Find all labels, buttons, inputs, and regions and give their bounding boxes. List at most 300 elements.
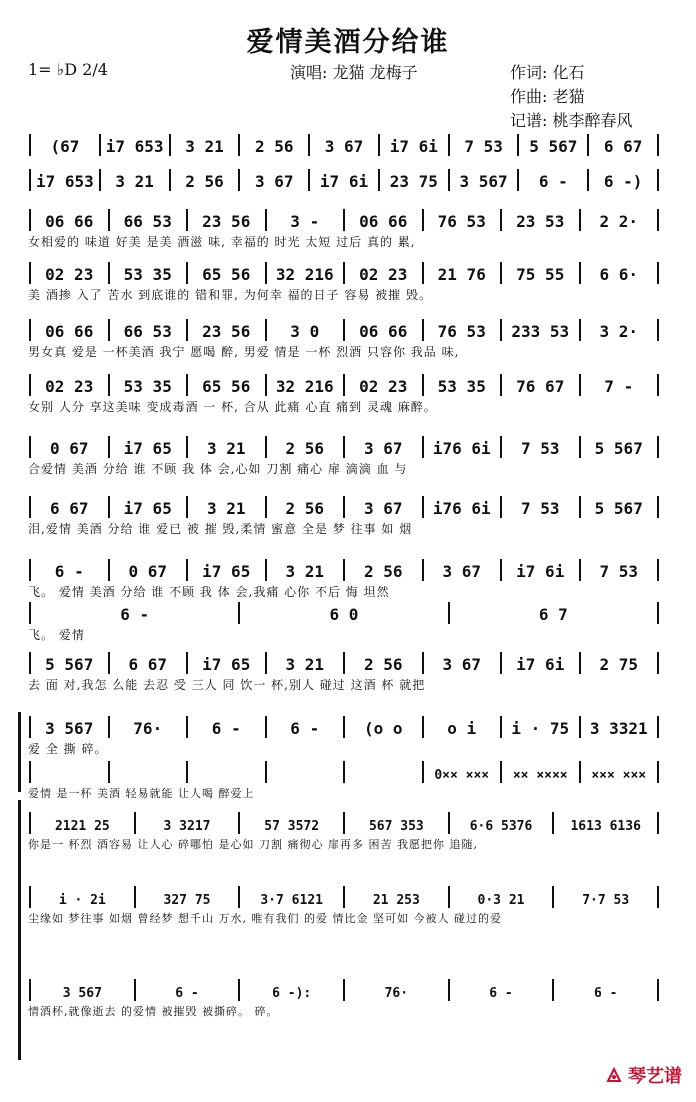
barline [308, 169, 310, 191]
measure: 2 56 [254, 137, 294, 156]
measure: 3 21 [285, 655, 325, 674]
measure: 7 53 [520, 439, 560, 458]
measure: 53 35 [123, 377, 172, 396]
barline [108, 209, 110, 231]
barline [579, 559, 581, 581]
notes-row [28, 757, 660, 783]
measure: 02 23 [45, 377, 94, 396]
barline [186, 209, 188, 231]
barline [587, 134, 589, 156]
notes-row [28, 598, 660, 624]
measure: 6 - [538, 172, 568, 191]
measure: 76 53 [437, 212, 486, 231]
measure: 6 - [54, 562, 84, 581]
barline [657, 761, 659, 783]
measure: i7 6i [516, 655, 565, 674]
measure: 3 67 [363, 439, 403, 458]
score-system [28, 258, 660, 312]
measure: 6 67 [49, 499, 89, 518]
measure: 76 53 [437, 322, 486, 341]
notes-row [28, 130, 660, 156]
lyrics-row: 泪,爱情 美酒 分给 谁 爱已 被 摧 毁,柔情 蜜意 全是 梦 往事 如 烟 [28, 522, 413, 536]
measure: 23 56 [202, 322, 251, 341]
barline [29, 559, 31, 581]
lyrics-row: 女别 人分 享这美味 变成毒酒 一 杯, 合从 此痛 心直 痛到 灵魂 麻醉。 [28, 400, 437, 414]
notes-row [28, 975, 660, 1001]
measure: 6 6· [599, 265, 639, 284]
measure: 21 253 [372, 893, 420, 908]
measure: 23 53 [516, 212, 565, 231]
measure: 66 53 [123, 212, 172, 231]
barline [448, 886, 450, 908]
barline [265, 209, 267, 231]
barline [265, 652, 267, 674]
measure: i76 6i [432, 499, 491, 518]
barline [552, 886, 554, 908]
barline [265, 716, 267, 738]
measure: 3 67 [442, 655, 482, 674]
measure: 02 23 [359, 265, 408, 284]
barline [29, 262, 31, 284]
barline [186, 761, 188, 783]
score-system [28, 205, 660, 259]
barline [657, 262, 659, 284]
measure: 327 75 [163, 893, 211, 908]
barline [448, 812, 450, 834]
barline [448, 134, 450, 156]
barline [29, 761, 31, 783]
barline [108, 716, 110, 738]
barline [134, 812, 136, 834]
barline [108, 496, 110, 518]
measure: 3·7 6121 [260, 893, 323, 908]
measure: 53 35 [437, 377, 486, 396]
measure: 3 67 [442, 562, 482, 581]
music-note-icon [604, 1065, 624, 1085]
measure: 3 21 [206, 499, 246, 518]
measure: 0×× ××× [434, 768, 490, 783]
measure: 75 55 [516, 265, 565, 284]
barline [422, 262, 424, 284]
lyrics-row: 去 面 对,我怎 么能 去忍 受 三人 同 饮一 杯,别人 碰过 这酒 杯 就把 [28, 678, 426, 692]
measure: i7 65 [123, 439, 172, 458]
barline [343, 812, 345, 834]
composer: 作曲: 老猫 [510, 87, 585, 106]
barline [186, 262, 188, 284]
measure: 53 35 [123, 265, 172, 284]
measure: 567 353 [368, 819, 424, 834]
measure: 0 67 [128, 562, 168, 581]
measure: 2 56 [363, 655, 403, 674]
barline [657, 436, 659, 458]
measure: 3 21 [206, 439, 246, 458]
barline [343, 319, 345, 341]
transcriber: 记谱: 桃李醉春风 [510, 111, 633, 130]
barline [579, 262, 581, 284]
measure: 3 2· [599, 322, 639, 341]
measure: 65 56 [202, 265, 251, 284]
barline [29, 716, 31, 738]
lyrics-row: 合爱情 美酒 分给 谁 不顾 我 体 会,心如 刀割 痛心 扉 滴滴 血 与 [28, 462, 408, 476]
barline [587, 169, 589, 191]
barline [29, 319, 31, 341]
notes-row [28, 315, 660, 341]
score-system [28, 648, 660, 702]
measure: (67 [50, 137, 80, 156]
barline [238, 134, 240, 156]
barline [657, 496, 659, 518]
notes-row [28, 808, 660, 834]
lyrics-row: 女相爱的 味道 好美 是美 酒滋 味, 幸福的 时光 太短 过后 真的 累, [28, 235, 416, 249]
barline [99, 169, 101, 191]
barline [579, 209, 581, 231]
barline [343, 559, 345, 581]
barline [186, 652, 188, 674]
system-bracket [18, 712, 21, 792]
barline [422, 716, 424, 738]
barline [500, 374, 502, 396]
barline [657, 716, 659, 738]
barline [29, 134, 31, 156]
measure: 6 - [489, 986, 513, 1001]
measure: ×× ×××× [512, 768, 568, 783]
measure: 6 7 [538, 605, 568, 624]
measure: 3 567 [62, 986, 102, 1001]
measure: 0·3 21 [477, 893, 525, 908]
measure: 6 - [593, 986, 618, 1001]
measure: 23 75 [389, 172, 438, 191]
barline [657, 134, 659, 156]
measure: 02 23 [45, 265, 94, 284]
measure: 32 216 [275, 265, 334, 284]
measure: i7 653 [105, 137, 164, 156]
score-system [28, 370, 660, 424]
barline [343, 761, 345, 783]
barline [579, 374, 581, 396]
barline [500, 761, 502, 783]
measure: 2 56 [285, 499, 325, 518]
measure: 3 21 [285, 562, 325, 581]
barline [378, 169, 380, 191]
barline [265, 436, 267, 458]
barline [448, 602, 450, 624]
measure: 06 66 [45, 212, 94, 231]
measure: o i [447, 719, 477, 738]
singer: 演唱: 龙猫 龙梅子 [290, 63, 418, 82]
measure: 6 - [290, 719, 320, 738]
barline [448, 979, 450, 1001]
barline [265, 262, 267, 284]
measure: 6 -): [272, 986, 312, 1001]
measure: i7 653 [35, 172, 94, 191]
lyrics-row: 情酒杯,就像逝去 的爱情 被摧毁 被撕碎。 碎。 [28, 1005, 279, 1018]
notes-row [28, 258, 660, 284]
barline [552, 979, 554, 1001]
barline [238, 812, 240, 834]
barline [186, 319, 188, 341]
barline [29, 209, 31, 231]
measure: 2 56 [363, 562, 403, 581]
barline [29, 374, 31, 396]
lyrics-row: 你是一 杯烈 酒容易 让人心 碎哪怕 是心如 刀割 痛彻心 扉再多 困苦 我愿把你 追随, [28, 838, 478, 851]
barline [108, 262, 110, 284]
barline [579, 716, 581, 738]
barline [108, 319, 110, 341]
notes-row [28, 432, 660, 458]
barline [343, 496, 345, 518]
measure: 3 - [290, 212, 320, 231]
measure: 7·7 53 [582, 893, 630, 908]
score-system [28, 757, 660, 811]
barline [579, 436, 581, 458]
measure: 76 67 [516, 377, 565, 396]
barline [657, 559, 659, 581]
barline [657, 979, 659, 1001]
barline [29, 812, 31, 834]
barline [422, 319, 424, 341]
barline [657, 886, 659, 908]
system-bracket [18, 800, 21, 1060]
measure: i7 65 [202, 562, 251, 581]
barline [265, 496, 267, 518]
barline [238, 979, 240, 1001]
measure: 2 56 [285, 439, 325, 458]
measure: 3 21 [115, 172, 154, 191]
lyrics-row: 美 酒掺 入了 苦水 到底谁的 错和罪, 为何幸 福的日子 容易 被摧 毁。 [28, 288, 432, 302]
measure: 3 0 [290, 322, 320, 341]
score-system [28, 975, 660, 1029]
barline [134, 979, 136, 1001]
barline [422, 374, 424, 396]
lyrics-row: 飞。 爱情 [28, 628, 85, 642]
barline [108, 761, 110, 783]
barline [657, 602, 659, 624]
measure: 0 67 [49, 439, 89, 458]
measure: i76 6i [432, 439, 491, 458]
watermark-text: 琴艺谱 [628, 1066, 682, 1087]
measure: 6 0 [329, 605, 359, 624]
measure: 6 - [120, 605, 150, 624]
barline [657, 652, 659, 674]
barline [500, 262, 502, 284]
measure: i · 2i [58, 893, 106, 908]
barline [99, 134, 101, 156]
barline [169, 169, 171, 191]
measure: i7 6i [516, 562, 565, 581]
measure: 6 -) [603, 172, 643, 191]
measure: i7 65 [123, 499, 172, 518]
barline [29, 436, 31, 458]
measure: 02 23 [359, 377, 408, 396]
barline [422, 559, 424, 581]
barline [500, 209, 502, 231]
barline [378, 134, 380, 156]
barline [29, 652, 31, 674]
measure: i7 6i [319, 172, 369, 191]
barline [657, 169, 659, 191]
measure: 06 66 [45, 322, 94, 341]
measure: 7 53 [599, 562, 639, 581]
watermark [604, 1062, 682, 1088]
measure: 3 67 [363, 499, 403, 518]
barline [517, 134, 519, 156]
barline [657, 812, 659, 834]
barline [29, 602, 31, 624]
barline [108, 652, 110, 674]
barline [308, 134, 310, 156]
score-system [28, 492, 660, 546]
barline [186, 374, 188, 396]
measure: 3 567 [459, 172, 508, 191]
measure: 23 56 [202, 212, 251, 231]
barline [265, 319, 267, 341]
measure: 6 - [175, 986, 199, 1001]
measure: 6 67 [603, 137, 643, 156]
measure: 6 67 [128, 655, 168, 674]
barline [500, 436, 502, 458]
measure: 3 567 [45, 719, 94, 738]
measure: 7 - [604, 377, 634, 396]
barline [422, 209, 424, 231]
barline [343, 652, 345, 674]
score-system [28, 315, 660, 369]
barline [343, 262, 345, 284]
measure: 5 567 [594, 499, 643, 518]
barline [29, 979, 31, 1001]
barline [422, 652, 424, 674]
lyrics-row: 男女真 爱是 一杯美酒 我宁 愿喝 醉, 男爱 情是 一杯 烈酒 只容你 我品 味, [28, 345, 460, 359]
barline [265, 559, 267, 581]
notes-row [28, 648, 660, 674]
barline [265, 761, 267, 783]
notes-row [28, 712, 660, 738]
barline [29, 886, 31, 908]
measure: (o o [363, 719, 403, 738]
barline [657, 209, 659, 231]
barline [343, 886, 345, 908]
barline [448, 169, 450, 191]
barline [343, 979, 345, 1001]
measure: 5 567 [594, 439, 643, 458]
measure: 3 67 [254, 172, 294, 191]
measure: 6·6 5376 [469, 819, 533, 834]
lyrics-row: 飞。 爱情 美酒 分给 谁 不顾 我 体 会,我痛 心你 不后 悔 坦然 [28, 585, 390, 599]
barline [343, 209, 345, 231]
barline [552, 812, 554, 834]
measure: i7 6i [389, 137, 438, 156]
barline [422, 496, 424, 518]
measure: 2 2· [599, 212, 639, 231]
measure: 21 76 [437, 265, 486, 284]
notes-row [28, 370, 660, 396]
barline [657, 319, 659, 341]
barline [169, 134, 171, 156]
lyrics-row: 爱情 是一杯 美酒 轻易就能 让人喝 醉爱上 [28, 787, 255, 800]
measure: i7 65 [202, 655, 251, 674]
measure: 76· [384, 986, 409, 1001]
barline [186, 716, 188, 738]
barline [134, 886, 136, 908]
measure: 06 66 [359, 322, 408, 341]
barline [186, 496, 188, 518]
measure: 7 53 [464, 137, 503, 156]
measure: i · 75 [511, 719, 570, 738]
measure: 32 216 [275, 377, 334, 396]
measure: 7 53 [520, 499, 560, 518]
score-system [28, 432, 660, 486]
barline [422, 436, 424, 458]
measure: 1613 6136 [570, 819, 641, 834]
barline [238, 169, 240, 191]
barline [108, 559, 110, 581]
barline [500, 716, 502, 738]
barline [579, 496, 581, 518]
key-signature: 1= ♭D 2/4 [28, 60, 108, 79]
barline [29, 169, 31, 191]
barline [657, 374, 659, 396]
barline [238, 602, 240, 624]
barline [579, 319, 581, 341]
measure: 5 567 [529, 137, 578, 156]
barline [265, 374, 267, 396]
measure: 2 56 [185, 172, 224, 191]
measure: 06 66 [359, 212, 408, 231]
barline [500, 496, 502, 518]
measure: 3 67 [324, 137, 364, 156]
barline [517, 169, 519, 191]
measure: 57 3572 [264, 819, 320, 834]
notes-row [28, 555, 660, 581]
barline [579, 652, 581, 674]
lyricist: 作词: 化石 [510, 63, 585, 82]
measure: ××× ××× [591, 768, 647, 783]
barline [343, 716, 345, 738]
measure: 3 21 [185, 137, 224, 156]
barline [238, 886, 240, 908]
score-system [28, 808, 660, 862]
notes-row [28, 205, 660, 231]
lyrics-row: 尘缘如 梦往事 如烟 曾经梦 想千山 万水, 唯有我们 的爱 情比金 坚可如 今被人 碰过的爱 [28, 912, 502, 925]
barline [500, 652, 502, 674]
notes-row [28, 882, 660, 908]
measure: 6 - [211, 719, 241, 738]
barline [108, 374, 110, 396]
measure: 2121 25 [54, 819, 110, 834]
measure: 65 56 [202, 377, 251, 396]
notes-row [28, 492, 660, 518]
barline [108, 436, 110, 458]
song-title: 爱情美酒分给谁 [246, 27, 450, 58]
notes-row [28, 165, 660, 191]
measure: 2 75 [599, 655, 639, 674]
measure: 3 3217 [163, 819, 211, 834]
barline [500, 319, 502, 341]
barline [422, 761, 424, 783]
measure: 3 3321 [589, 719, 648, 738]
measure: 5 567 [45, 655, 94, 674]
measure: 76· [133, 719, 163, 738]
barline [579, 761, 581, 783]
score-system [28, 882, 660, 936]
lyrics-row: 爱 全 撕 碎。 [28, 742, 108, 756]
measure: 66 53 [123, 322, 172, 341]
barline [29, 496, 31, 518]
barline [343, 374, 345, 396]
barline [343, 436, 345, 458]
barline [186, 436, 188, 458]
barline [500, 559, 502, 581]
barline [186, 559, 188, 581]
